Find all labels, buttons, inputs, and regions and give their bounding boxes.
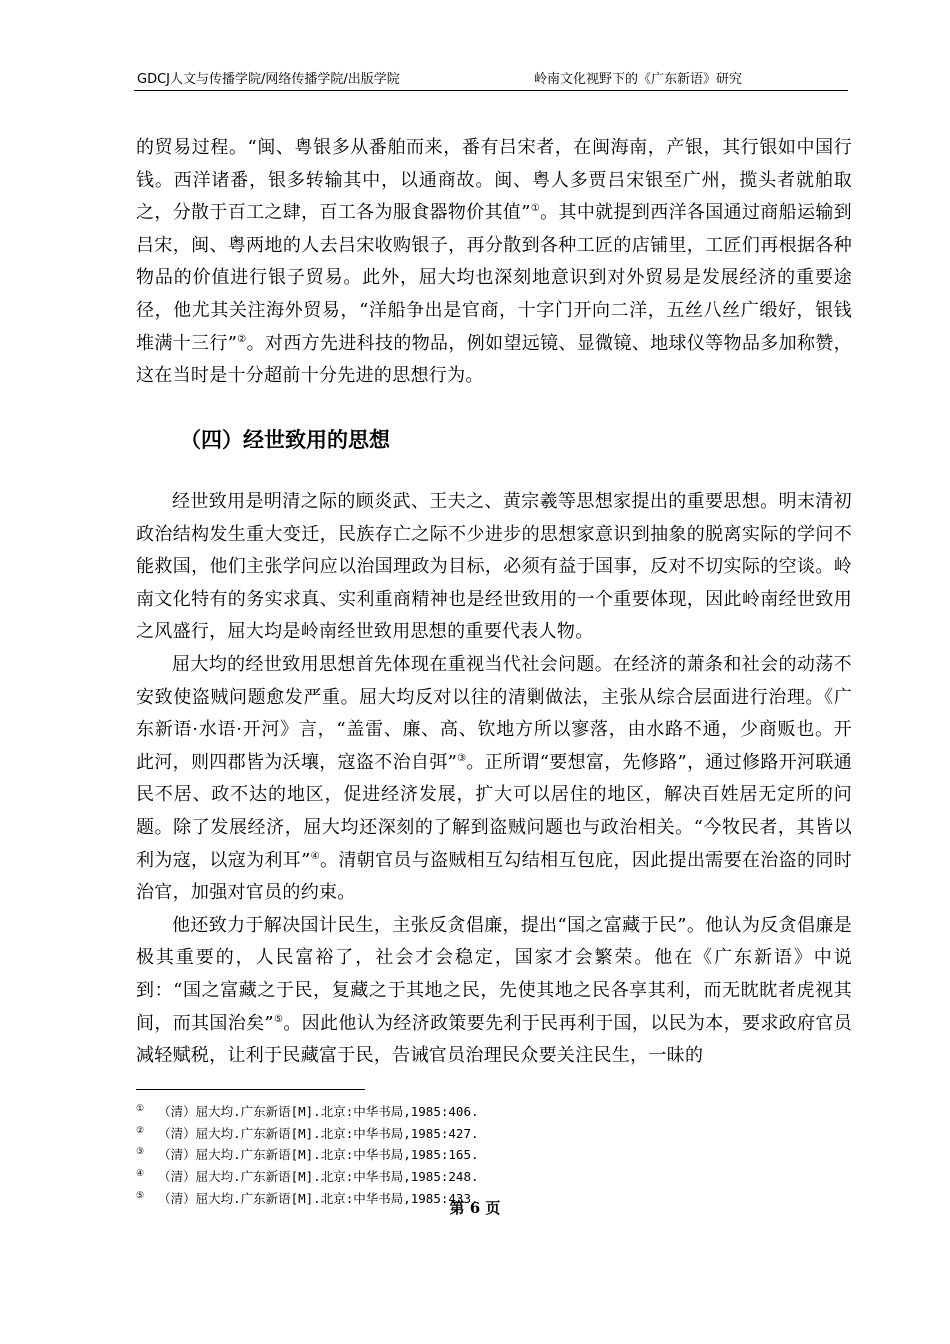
section-body xyxy=(136,486,852,1073)
paragraph-intro: 经世致用是明清之际的顾炎武、王夫之、黄宗羲等思想家提出的重要思想。明末清初政治结构发生重大变迁，民族存亡之际不少进步的思想家意识到抽象的脱离实际的学问不能救国，他们主张学问应以治国理政为目标，必须有益于国事，反对不切实际的空谈。岭南文化特有的务实求真、实利重商精神也是经世致用的一个重要体现，因此岭南经世致用之风盛行，屈大均是岭南经世致用思想的重要代表人物。 xyxy=(136,491,852,643)
footnotes xyxy=(136,1100,479,1208)
page-number: 第 6 页 xyxy=(449,1199,501,1217)
paragraph-trade: 的贸易过程。“闽、粤银多从番舶而来，番有吕宋者，在闽海南，产银，其行银如中国行钱。西洋诸番，银多转输其中，以通商故。闽、粤人多贾吕宋银至广州，揽头者就舶取之，分散于百工之肆，百工各为服食器物价其值”①。其中就提到西洋各国通过商船运输到吕宋，闽、粤两地的人去吕宋收购银子，再分散到各种工匠的店铺里，工匠们再根据各种物品的价值进行银子贸易。此外，屈大均也深刻地意识到对外贸易是发展经济的重要途径，他尤其关注海外贸易，“洋船争出是官商，十字门开向二洋，五丝八丝广缎好，银钱堆满十三行”②。对西方先进科技的物品，例如望远镜、显微镜、地球仪等物品多加称赞，这在当时是十分超前十分先进的思想行为。 xyxy=(136,137,852,387)
page-header xyxy=(134,66,848,91)
header-school: GDCJ人文与传播学院/网络传播学院/出版学院 xyxy=(137,72,400,87)
footnote: ④ （清）屈大均.广东新语[M].北京:中华书局,1985:248. xyxy=(136,1168,479,1185)
section-heading: （四）经世致用的思想 xyxy=(180,427,390,452)
footnote-ref-2: ② xyxy=(237,333,247,345)
footnote-ref-1: ① xyxy=(530,203,541,215)
footnote-ref-5: ⑤ xyxy=(273,1013,284,1025)
continued-paragraph xyxy=(136,132,852,393)
footnote: ⑤ （清）屈大均.广东新语[M].北京:中华书局,1985:433. xyxy=(136,1190,479,1206)
paragraph-social-problems: 屈大均的经世致用思想首先体现在重视当代社会问题。在经济的萧条和社会的动荡不安致使盗贼问题愈发严重。屈大均反对以往的清剿做法，主张从综合层面进行治理。《广东新语·水语·开河》言，“盖雷、廉、高、钦地方所以寥落，由水路不通，少商贩也。开此河，则四郡皆为沃壤，寇盗不治自弭”③。正所谓“要想富，先修路”，通过修路开河联通民不居、政不达的地区，促进经济发展，扩大可以居住的地区，解决百姓居无定所的问题。除了发展经济，屈大均还深刻的了解到盗贼问题也与政治相关。“今牧民者，其皆以利为寇，以寇为利耳”④。清朝官员与盗贼相互勾结相互包庇，因此提出需要在治盗的同时治官，加强对官员的约束。 xyxy=(136,653,852,904)
footnote: ② （清）屈大均.广东新语[M].北京:中华书局,1985:427. xyxy=(136,1125,479,1141)
footnote: ③ （清）屈大均.广东新语[M].北京:中华书局,1985:165. xyxy=(136,1147,479,1163)
footnote-ref-3: ③ xyxy=(457,752,467,764)
footnote-divider xyxy=(136,1089,365,1090)
footnote-ref-4: ④ xyxy=(310,850,320,862)
header-thesis-title: 岭南文化视野下的《广东新语》研究 xyxy=(534,72,743,87)
footnote: ① （清）屈大均.广东新语[M].北京:中华书局,1985:406. xyxy=(136,1104,479,1120)
paragraph-livelihood: 他还致力于解决国计民生，主张反贪倡廉，提出“国之富藏于民”。他认为反贪倡廉是极其重要的，人民富裕了，社会才会稳定，国家才会繁荣。他在《广东新语》中说到：“国之富藏之于民，复藏之于其地之民，先使其地之民各享其利，而无眈眈者虎视其间，而其国治矣”⑤。因此他认为经济政策要先利于民再利于国，以民为本，要求政府官员减轻赋税，让利于民藏富于民，告诫官员治理民众要关注民生，一昧的 xyxy=(136,914,852,1067)
